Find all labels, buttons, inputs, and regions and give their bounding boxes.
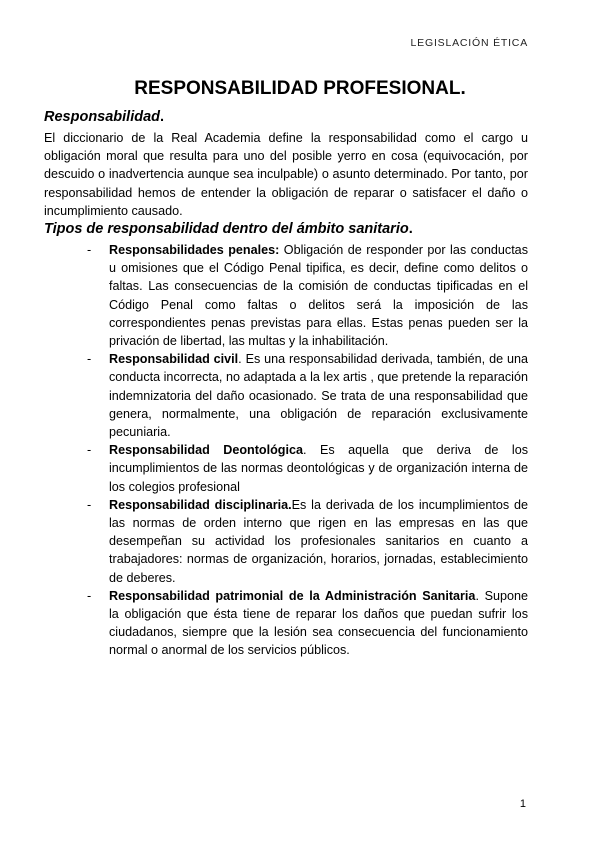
section-heading-period: .: [160, 109, 165, 125]
intro-paragraph: El diccionario de la Real Academia define la responsabilidad como el cargo u obligación moral que resulta para uno del posible yerro en cosa (equivocación, por descuido o inadvertencia aunque sea inculpable) o asunto determinado. Por tanto, por responsabilidad hemos de entender la obligación de reparar o satisfacer el daño o incumplimiento causado.: [44, 131, 528, 218]
item-text: . Supone la obligación que ésta tiene de reparar los daños que puedan sufrir los ciudadanos, siempre que la lesión sea consecuencia del funcionamiento normal o anormal de los servicios públicos.: [109, 588, 528, 658]
page-title: RESPONSABILIDAD PROFESIONAL.: [134, 78, 466, 99]
dash-bullet: -: [87, 588, 92, 603]
responsibility-types-list: [87, 241, 528, 660]
item-text: . Es aquella que deriva de los incumplimientos de las normas deontológicas y de organización interna de los colegios profesional: [109, 443, 528, 494]
section-heading-tipos: [44, 221, 413, 237]
list-item: [87, 587, 528, 660]
item-term: Responsabilidad civil: [109, 352, 239, 367]
dash-bullet: -: [87, 443, 92, 458]
list-item: [87, 496, 528, 587]
section-heading-text: Tipos de responsabilidad dentro del ámbito sanitario: [44, 221, 409, 237]
dash-bullet: -: [87, 352, 92, 367]
item-term: Responsabilidad disciplinaria.: [109, 497, 292, 512]
item-term: Responsabilidad patrimonial de la Administración Sanitaria: [109, 588, 476, 603]
section-heading-responsabilidad: [44, 109, 164, 125]
running-header: LEGISLACIÓN ÉTICA: [410, 37, 528, 49]
dash-bullet: -: [87, 497, 92, 512]
dash-bullet: -: [87, 243, 92, 257]
list-item: [87, 441, 528, 496]
item-term: Responsabilidad Deontológica: [109, 443, 303, 458]
item-text: . Es una responsabilidad derivada, también, de una conducta incorrecta, no adaptada a la lex artis , que pretende la reparación indemnizatoria del daño ocasionado. Se trata de una responsabilidad que genera, normalmente, una obligación de reparación exclusivamente pecuniaria.: [109, 352, 528, 440]
item-term: Responsabilidades penales:: [109, 243, 280, 257]
section-heading-period: .: [408, 221, 413, 237]
item-text: Obligación de responder por las conductas u omisiones que el Código Penal tipifica, es decir, define como delitos o faltas. Las consecuencias de la comisión de conductas tipificadas en el Código Penal como faltas o delitos será la imposición de las correspondientes penas previstas para ellas. Estas penas pueden ser la privación de libertad, las multas y la inhabilitación.: [109, 243, 528, 349]
section-heading-text: Responsabilidad: [44, 109, 161, 125]
list-item: [87, 350, 528, 441]
page-number: 1: [519, 798, 526, 810]
item-text: Es la derivada de los incumplimientos de las normas de orden interno que rigen en las empresas en las que desempeñan su actividad los profesionales sanitarios en cuanto a trabajadores: normas de organización, horarios, jornadas, establecimiento de deberes.: [109, 497, 528, 585]
list-item: [87, 241, 528, 350]
